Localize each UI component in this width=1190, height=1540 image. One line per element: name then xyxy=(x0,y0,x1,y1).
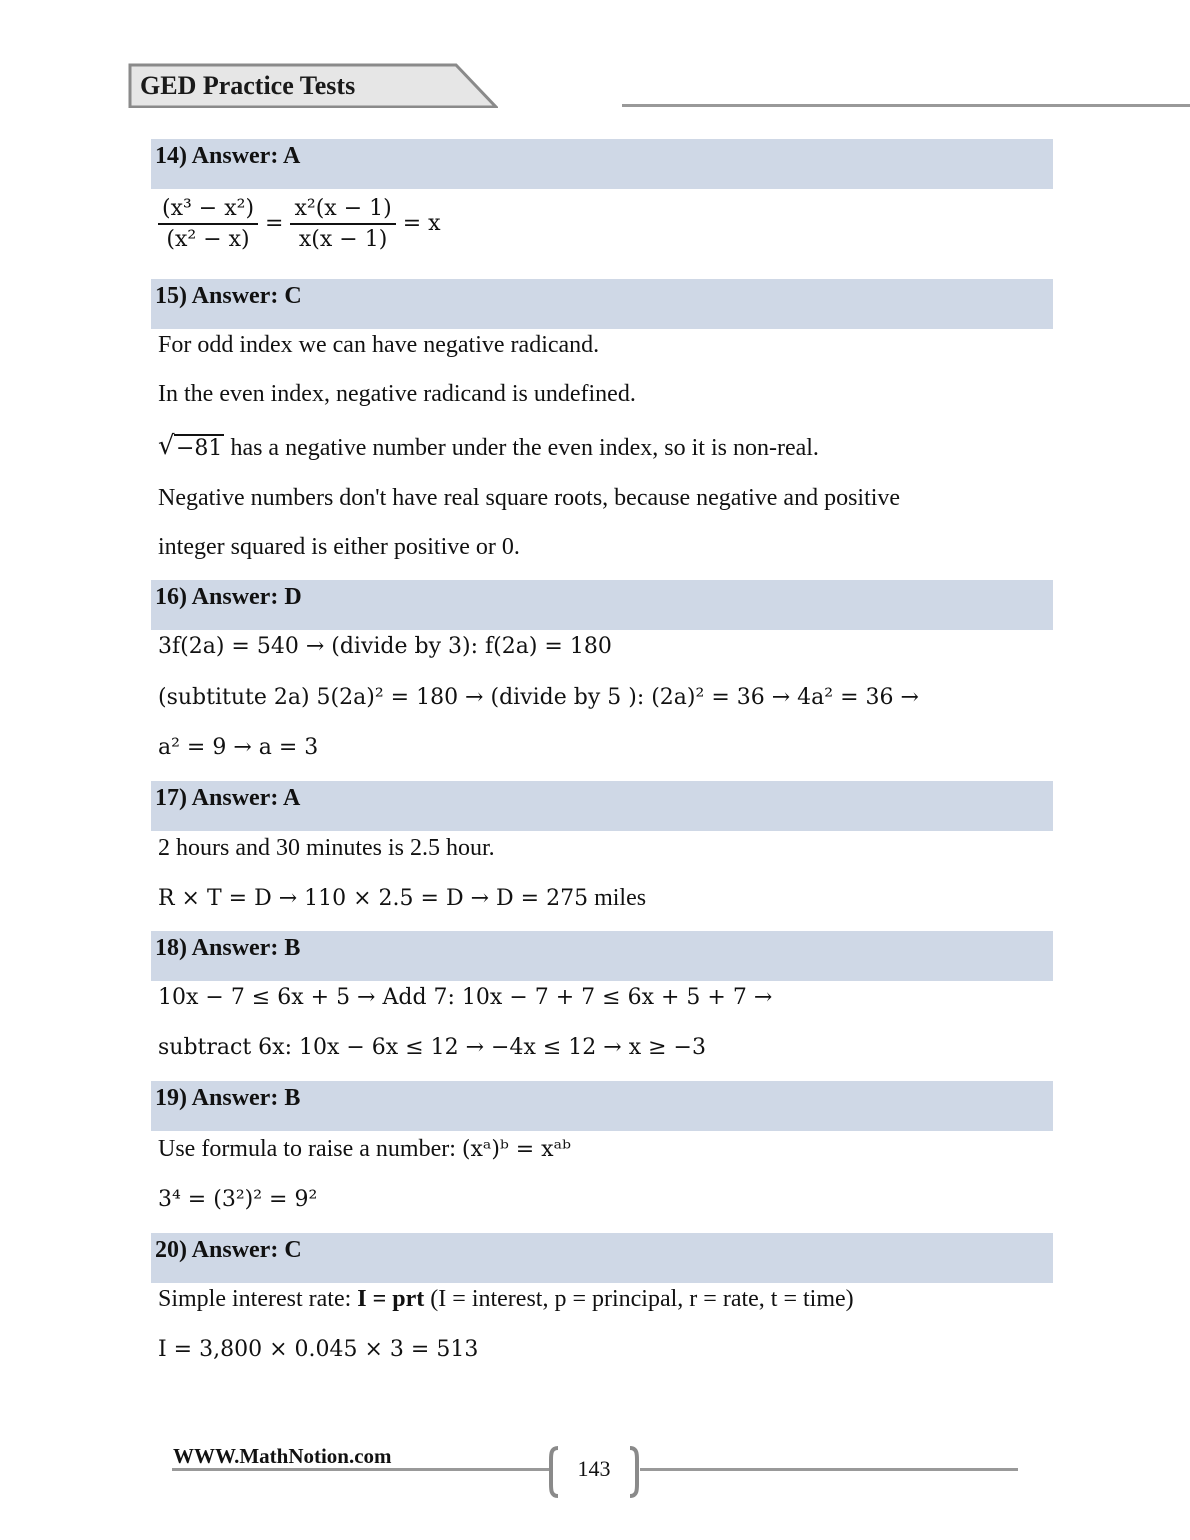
answer-16-line-2: (subtitute 2a) 5(2a)² = 180 → (divide by 5 ): (2a)² = 36 → 4a² = 36 → xyxy=(158,685,919,710)
rhs-numerator: x²(x − 1) xyxy=(290,196,395,225)
answer-15-line-5: integer squared is either positive or 0. xyxy=(158,534,520,560)
answer-19-formula: (xᵃ)ᵇ = xᵃᵇ xyxy=(461,1137,571,1162)
answer-15-bar xyxy=(151,279,1053,329)
answer-20-line-1-b: (I = interest, p = principal, r = rate, t = time) xyxy=(424,1286,854,1312)
radical-symbol: √ xyxy=(158,431,175,461)
answer-20-line-2: I = 3,800 × 0.045 × 3 = 513 xyxy=(158,1337,479,1362)
answer-15-line-4: Negative numbers don't have real square roots, because negative and positive xyxy=(158,485,901,511)
answer-17-bar xyxy=(151,781,1053,831)
page-header xyxy=(128,63,1088,108)
header-title: GED Practice Tests xyxy=(140,71,356,100)
answer-15-line-3-text: has a negative number under the even index, so it is non-real. xyxy=(224,435,819,461)
answer-15-label: 15) Answer: C xyxy=(155,283,302,309)
footer-url: WWW.MathNotion.com xyxy=(173,1444,392,1468)
answer-19-line-1 xyxy=(158,1136,571,1163)
answer-20-line-1-a: Simple interest rate: xyxy=(158,1286,358,1312)
answer-19-label: 19) Answer: B xyxy=(155,1085,301,1111)
answer-18-line-1: 10x − 7 ≤ 6x + 5 → Add 7: 10x − 7 + 7 ≤ 6x + 5 + 7 → xyxy=(158,985,773,1010)
header-rule xyxy=(622,104,1190,107)
answer-20-bar xyxy=(151,1233,1053,1283)
answer-18-line-2: subtract 6x: 10x − 6x ≤ 12 → −4x ≤ 12 → x ≥ −3 xyxy=(158,1035,706,1060)
answer-14-result: = x xyxy=(402,211,441,236)
answer-16-line-3: a² = 9 → a = 3 xyxy=(158,735,319,760)
answer-15-line-3 xyxy=(158,431,819,462)
answer-19-bar xyxy=(151,1081,1053,1131)
answer-15-line-1: For odd index we can have negative radicand. xyxy=(158,332,600,358)
answer-15-line-2: In the even index, negative radicand is undefined. xyxy=(158,381,636,407)
answer-14-label: 14) Answer: A xyxy=(155,143,301,169)
answer-18-bar xyxy=(151,931,1053,981)
rhs-denominator: x(x − 1) xyxy=(298,227,388,252)
answer-19-line-1-text: Use formula to raise a number: xyxy=(158,1136,462,1162)
answer-16-label: 16) Answer: D xyxy=(155,584,302,610)
answer-14-equation xyxy=(158,196,441,252)
footer-rule-left xyxy=(172,1468,550,1471)
answer-14-lhs-fraction xyxy=(158,196,258,252)
answer-17-unit: miles xyxy=(588,885,647,911)
answer-19-line-2: 3⁴ = (3²)² = 9² xyxy=(158,1187,318,1212)
answer-17-equation: R × T = D → 110 × 2.5 = D → D = 275 xyxy=(158,886,589,911)
answer-14-bar xyxy=(151,139,1053,189)
radicand: −81 xyxy=(176,436,223,461)
page-number: 143 xyxy=(577,1456,611,1481)
answer-20-label: 20) Answer: C xyxy=(155,1237,302,1263)
answer-16-bar xyxy=(151,580,1053,630)
answer-17-label: 17) Answer: A xyxy=(155,785,301,811)
answer-17-line-2 xyxy=(158,885,646,912)
answer-16-line-1: 3f(2a) = 540 → (divide by 3): f(2a) = 180 xyxy=(158,634,612,659)
answer-17-line-1: 2 hours and 30 minutes is 2.5 hour. xyxy=(158,835,495,861)
answer-20-line-1 xyxy=(158,1286,854,1313)
answer-14-rhs-fraction xyxy=(290,196,395,252)
lhs-denominator: (x² − x) xyxy=(166,227,250,252)
square-root xyxy=(158,431,224,461)
page-number-box xyxy=(548,1446,640,1498)
answer-18-label: 18) Answer: B xyxy=(155,935,301,961)
footer-rule-right xyxy=(640,1468,1018,1471)
answer-20-formula: I = prt xyxy=(357,1286,425,1312)
lhs-numerator: (x³ − x²) xyxy=(158,196,258,225)
equals-sign: = xyxy=(265,211,291,236)
